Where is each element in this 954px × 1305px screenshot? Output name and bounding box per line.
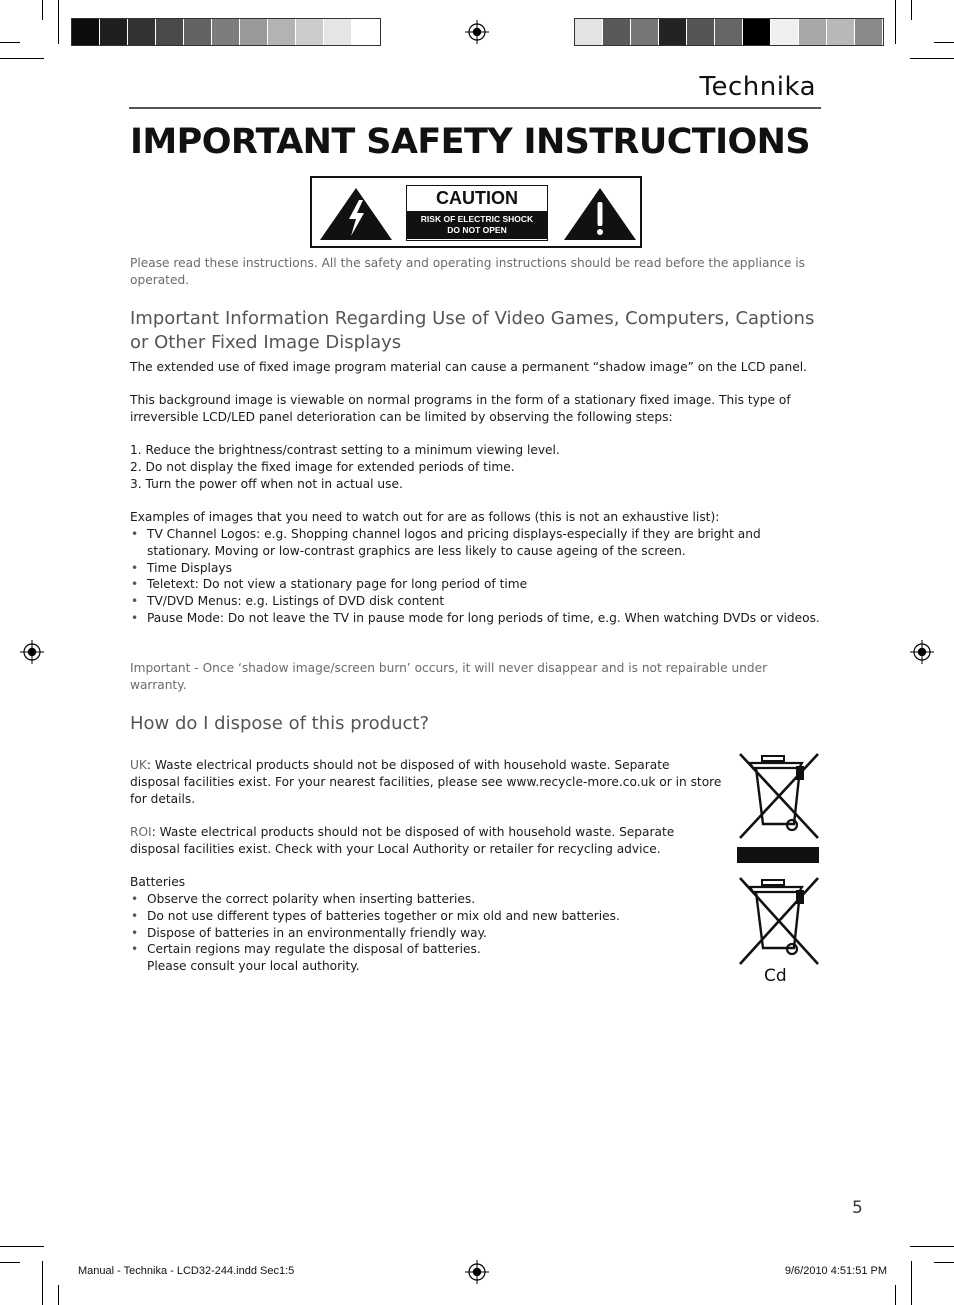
- slug-file-info: Manual - Technika - LCD32-244.indd Sec1:5: [78, 1265, 295, 1277]
- list-item: • Pause Mode: Do not leave the TV in pause mode for long periods of time, e.g. When watching DVDs or videos.: [130, 610, 822, 627]
- color-swatch: [296, 19, 324, 45]
- caution-line-1: RISK OF ELECTRIC SHOCK: [420, 214, 534, 224]
- list-item: 3. Turn the power off when not in actual use.: [130, 476, 403, 491]
- header-divider: [129, 107, 821, 109]
- crossed-out-wheelie-bin-icon: [736, 752, 822, 864]
- caution-label: [310, 176, 642, 248]
- color-swatch: [687, 19, 715, 45]
- color-swatch: [156, 19, 184, 45]
- uk-disposal-text: [130, 757, 722, 807]
- list-item: • Time Displays: [130, 560, 822, 577]
- color-swatch: [352, 19, 380, 45]
- color-swatch: [631, 19, 659, 45]
- color-swatch: [659, 19, 687, 45]
- general-warning-icon: [562, 186, 638, 242]
- slug-timestamp: 9/6/2010 4:51:51 PM: [784, 1265, 887, 1277]
- roi-body: : Waste electrical products should not be disposed of with household waste. Separate disposal facilities exist. Check with your Local Authority or retailer for recycling advice.: [130, 825, 675, 856]
- list-item: • Certain regions may regulate the disposal of batteries. Please consult your local authority.: [130, 941, 519, 975]
- examples-list: [130, 526, 822, 627]
- color-swatch: [100, 19, 128, 45]
- crossed-out-wheelie-bin-icon: [736, 876, 822, 968]
- intro-text: Please read these instructions. All the safety and operating instructions should be read before the appliance is operated.: [130, 256, 805, 287]
- list-item: 2. Do not display the fixed image for extended periods of time.: [130, 459, 515, 474]
- uk-label: UK: [130, 758, 147, 772]
- list-item: • Do not use different types of batteries together or mix old and new batteries.: [130, 908, 730, 925]
- electric-shock-warning-icon: [318, 186, 394, 242]
- registration-mark-icon: [20, 640, 44, 664]
- list-item: • Teletext: Do not view a stationary page for long period of time: [130, 576, 822, 593]
- list-item: • TV/DVD Menus: e.g. Listings of DVD disk content: [130, 593, 822, 610]
- registration-mark-icon: [465, 1260, 489, 1284]
- caution-line-2: DO NOT OPEN: [447, 225, 507, 235]
- caution-plate: [406, 185, 548, 241]
- registration-mark-icon: [465, 20, 489, 44]
- caution-subtext: [407, 211, 547, 239]
- roi-label: ROI: [130, 825, 152, 839]
- batteries-heading: Batteries: [130, 875, 186, 889]
- color-swatch: [72, 19, 100, 45]
- color-swatch: [799, 19, 827, 45]
- color-swatch: [240, 19, 268, 45]
- registration-mark-icon: [910, 640, 934, 664]
- caution-heading: CAUTION: [407, 186, 547, 211]
- page-number: 5: [852, 1198, 863, 1218]
- examples-intro: Examples of images that you need to watch out for are as follows (this is not an exhaustive list):: [130, 510, 720, 524]
- list-item: • Dispose of batteries in an environmentally friendly way.: [130, 925, 730, 942]
- fixed-image-heading: Important Information Regarding Use of Video Games, Computers, Captions or Other Fixed Image Displays: [130, 308, 815, 353]
- cadmium-label: Cd: [764, 966, 787, 986]
- brand-logo: Technika: [699, 72, 816, 102]
- color-swatch: [212, 19, 240, 45]
- screen-burn-warning: Important - Once ‘shadow image/screen burn’ occurs, it will never disappear and is not repairable under warranty.: [130, 661, 768, 692]
- roi-disposal-text: [130, 824, 722, 858]
- list-item: • Observe the correct polarity when inserting batteries.: [130, 891, 730, 908]
- color-swatch: [715, 19, 743, 45]
- color-swatch: [128, 19, 156, 45]
- color-swatch: [268, 19, 296, 45]
- color-swatch: [855, 19, 883, 45]
- fixed-image-para-1: The extended use of fixed image program material can cause a permanent “shadow image” on the LCD panel.: [130, 360, 807, 374]
- list-item: • TV Channel Logos: e.g. Shopping channel logos and pricing displays-especially if they are bright and stationary. Moving or low-contrast graphics are less likely to cause ageing of the screen.: [130, 526, 822, 560]
- page-title: IMPORTANT SAFETY INSTRUCTIONS: [130, 122, 810, 162]
- color-swatch: [324, 19, 352, 45]
- color-swatch: [603, 19, 631, 45]
- fixed-image-para-2: This background image is viewable on normal programs in the form of a stationary fixed image. This type of irreversible LCD/LED panel deterioration can be limited by observing the following steps:: [130, 393, 791, 424]
- color-swatch: [771, 19, 799, 45]
- color-swatch-bar-right: [574, 18, 884, 46]
- color-swatch: [184, 19, 212, 45]
- color-swatch: [743, 19, 771, 45]
- batteries-list: [130, 891, 730, 975]
- steps-list: [130, 442, 822, 492]
- color-swatch-bar-left: [71, 18, 381, 46]
- list-item: 1. Reduce the brightness/contrast setting to a minimum viewing level.: [130, 443, 560, 457]
- dispose-heading: How do I dispose of this product?: [130, 713, 430, 734]
- color-swatch: [827, 19, 855, 45]
- color-swatch: [575, 19, 603, 45]
- uk-body: : Waste electrical products should not be disposed of with household waste. Separate disposal facilities exist. For your nearest facilities, please see www.recycle-more.co.uk or in store for details.: [130, 758, 722, 806]
